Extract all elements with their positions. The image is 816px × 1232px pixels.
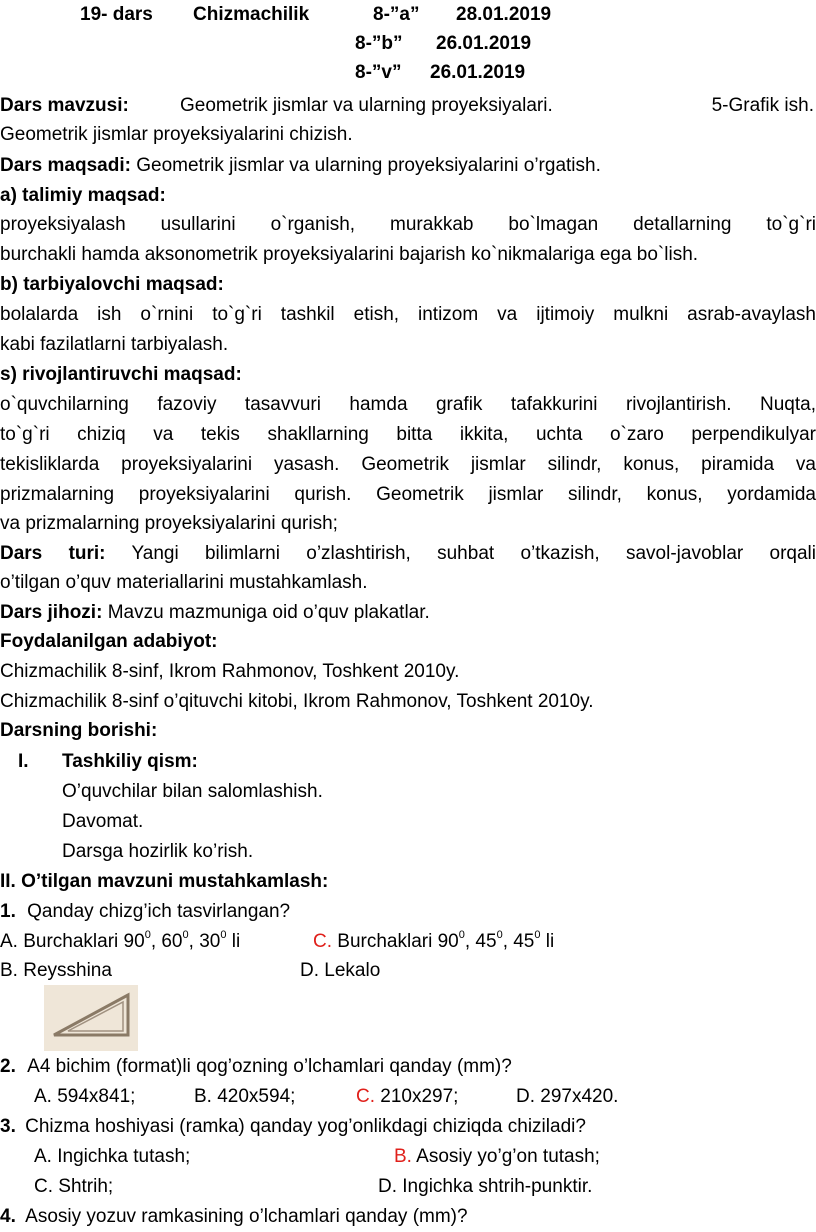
q3-correct-letter: B. xyxy=(394,1146,412,1167)
goal-label: Dars maqsadi: xyxy=(0,155,131,176)
goal-line xyxy=(0,151,816,180)
equipment-text: Mavzu mazmuniga oid o’quv plakatlar. xyxy=(107,602,430,623)
topic-label: Dars mavzusi: xyxy=(0,95,129,116)
literature-item-2: Chizmachilik 8-sinf o’qituvchi kitobi, Ikrom Rahmonov, Toshkent 2010y. xyxy=(0,691,594,712)
question-4 xyxy=(0,1202,816,1231)
triangle-ruler-image xyxy=(44,985,138,1051)
goal-a-line-2: burchakli hamda aksonometrik proyeksiyalarini bajarish ko`nikmalariga ega bo`lish. xyxy=(0,244,699,265)
question-3 xyxy=(0,1112,816,1141)
question-4-number: 4. xyxy=(0,1206,16,1227)
q2-option-d: D. 297x420. xyxy=(516,1086,619,1107)
goal-text: Geometrik jismlar va ularning proyeksiyalarini o’rgatish. xyxy=(136,155,601,176)
section-1-item-2: Davomat. xyxy=(62,811,144,832)
goal-s-line-2: to`g`ri chiziq va tekis shakllarning bitta ikkita, uchta o`zaro perpendikulyar xyxy=(0,424,816,445)
question-1-text: Qanday chizg’ich tasvirlangan? xyxy=(27,901,291,922)
goal-s-heading xyxy=(0,360,816,389)
q3-option-a: A. Ingichka tutash; xyxy=(34,1146,191,1167)
q1-option-a: A. Burchaklari $90^0$, $60^0$, $30^0$ li xyxy=(0,928,241,952)
triangle-ruler-icon xyxy=(44,985,138,1051)
lesson-type-text: Yangi bilimlarni o’zlashtirish, suhbat o’tkazish, savol-javoblar orqali xyxy=(131,543,816,564)
date-8a: 28.01.2019 xyxy=(456,4,552,25)
q1-option-b: B. Reysshina xyxy=(0,960,112,981)
class-8b: 8-”b” xyxy=(355,33,403,54)
question-1-number: 1. xyxy=(0,901,16,922)
question-1-options-ac xyxy=(0,927,816,956)
question-3-text: Chizma hoshiyasi (ramka) qanday yog’onlikdagi chiziqda chiziladi? xyxy=(25,1116,586,1137)
question-3-number: 3. xyxy=(0,1116,16,1137)
topic-text: Geometrik jismlar va ularning proyeksiyalari. xyxy=(180,95,553,116)
lesson-type-label: Dars turi: xyxy=(0,543,106,564)
goal-b-line-1: bolalarda ish o`rnini to`g`ri tashkil etish, intizom va ijtimoiy mulkni asrab-avaylash xyxy=(0,304,816,325)
goal-s-line-1: o`quvchilarning fazoviy tasavvuri hamda grafik tafakkurini rivojlantirish. Nuqta, xyxy=(0,394,816,415)
section-2-heading xyxy=(0,867,816,896)
procedure-heading xyxy=(0,716,816,745)
q2-option-c: C. 210x297; xyxy=(356,1086,459,1107)
q1-correct-letter: C. xyxy=(313,931,332,952)
q2-correct-letter: C. xyxy=(356,1086,375,1107)
goal-a-line-1: proyeksiyalash usullarini o`rganish, murakkab bo`lmagan detallarning to`g`ri xyxy=(0,214,816,235)
section-2-title: II. O’tilgan mavzuni mustahkamlash: xyxy=(0,871,329,892)
goal-b-heading xyxy=(0,270,816,299)
class-8v: 8-”v” xyxy=(355,62,402,83)
goal-b-line-2: kabi fazilatlarni tarbiyalash. xyxy=(0,334,229,355)
subject-title: Chizmachilik xyxy=(193,4,310,25)
question-1 xyxy=(0,897,816,926)
q1-option-d: D. Lekalo xyxy=(300,960,381,981)
procedure-label: Darsning borishi: xyxy=(0,720,158,741)
q3-option-c: C. Shtrih; xyxy=(34,1176,114,1197)
goal-a-label: a) talimiy maqsad: xyxy=(0,185,166,206)
lesson-type-line xyxy=(0,539,816,568)
q1-option-c: C. Burchaklari $90^0$, $45^0$, $45^0$ li xyxy=(313,928,555,952)
section-1-item-1: O’quvchilar bilan salomlashish. xyxy=(62,781,323,802)
date-8b: 26.01.2019 xyxy=(436,33,532,54)
q2-option-b: B. 420x594; xyxy=(194,1086,296,1107)
goal-a-heading xyxy=(0,181,816,210)
section-1-number: I. xyxy=(18,751,29,772)
question-2-number: 2. xyxy=(0,1056,16,1077)
section-1-item-3: Darsga hozirlik ko’rish. xyxy=(62,841,254,862)
q2-option-a: A. 594x841; xyxy=(34,1086,136,1107)
literature-heading xyxy=(0,627,816,656)
question-2-text: A4 bichim (format)li qog’ozning o’lchamlari qanday (mm)? xyxy=(27,1056,512,1077)
goal-b-label: b) tarbiyalovchi maqsad: xyxy=(0,274,224,295)
equipment-label: Dars jihozi: xyxy=(0,602,103,623)
goal-s-label: s) rivojlantiruvchi maqsad: xyxy=(0,364,242,385)
goal-s-line-3: tekisliklarda proyeksiyalarini yasash. Geometrik jismlar silindr, konus, piramida va xyxy=(0,454,816,475)
topic-line-2: Geometrik jismlar proyeksiyalarini chizish. xyxy=(0,124,353,145)
date-8v: 26.01.2019 xyxy=(430,62,526,83)
goal-s-line-5: va prizmalarning proyeksiyalarini qurish; xyxy=(0,513,338,534)
question-2 xyxy=(0,1052,816,1081)
goal-s-line-4: prizmalarning proyeksiyalarini qurish. Geometrik jismlar silindr, konus, yordamida xyxy=(0,484,816,505)
graphic-work: 5-Grafik ish. xyxy=(711,95,814,116)
q3-option-d: D. Ingichka shtrih-punktir. xyxy=(378,1176,593,1197)
section-1-title: Tashkiliy qism: xyxy=(62,751,198,772)
lesson-number: 19- dars xyxy=(80,4,153,25)
question-4-text: Asosiy yozuv ramkasining o’lchamlari qanday (mm)? xyxy=(25,1206,468,1227)
question-1-options-bd xyxy=(0,956,816,985)
literature-label: Foydalanilgan adabiyot: xyxy=(0,631,218,652)
q3-option-b: B. Asosiy yo’g’on tutash; xyxy=(394,1146,600,1167)
literature-item-1: Chizmachilik 8-sinf, Ikrom Rahmonov, Toshkent 2010y. xyxy=(0,661,460,682)
topic-line xyxy=(0,91,816,120)
equipment-line xyxy=(0,598,816,627)
class-8a: 8-”a” xyxy=(373,4,420,25)
lesson-type-line-2: o’tilgan o’quv materiallarini mustahkamlash. xyxy=(0,572,368,593)
